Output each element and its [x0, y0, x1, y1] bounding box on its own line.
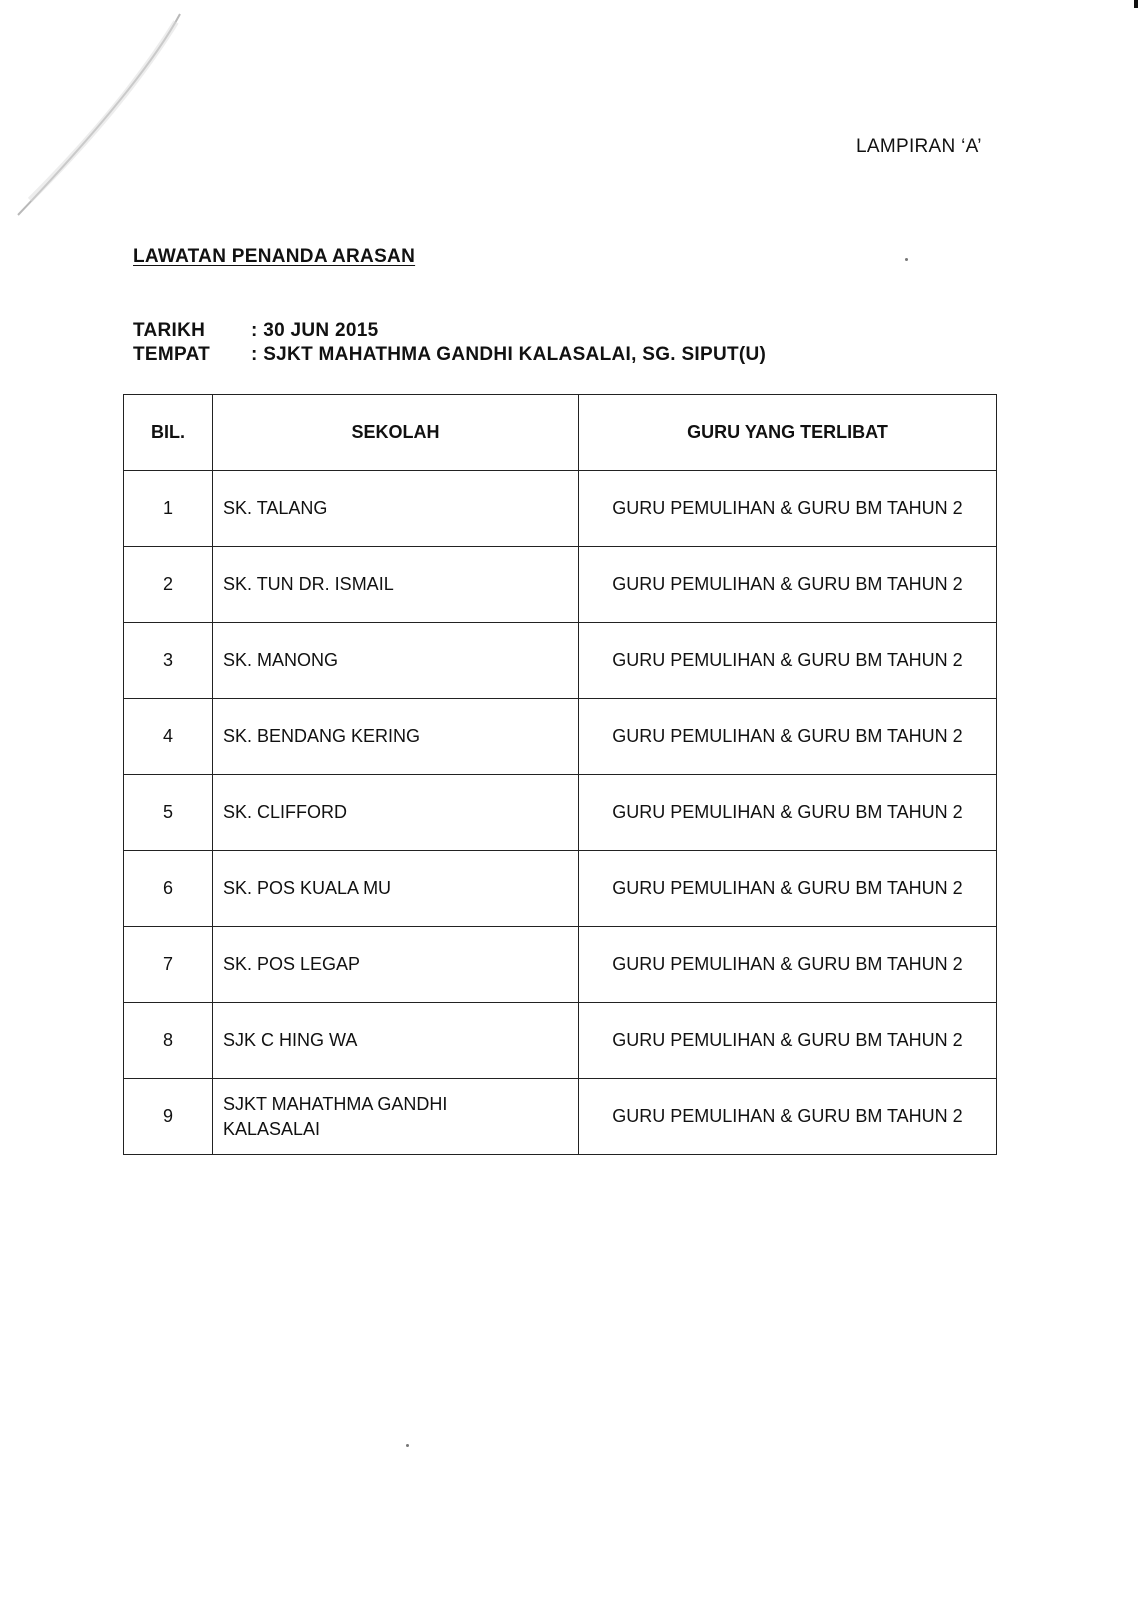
header-sekolah: SEKOLAH: [213, 395, 579, 471]
cell-bil: 2: [124, 547, 213, 623]
cell-guru: GURU PEMULIHAN & GURU BM TAHUN 2: [579, 1079, 997, 1155]
table-row: [124, 471, 997, 547]
meta-date-row: [133, 320, 378, 342]
table-row: [124, 1003, 997, 1079]
cell-sekolah: SK. BENDANG KERING: [213, 699, 579, 775]
meta-venue-row: [133, 344, 766, 366]
table-row: [124, 851, 997, 927]
cell-bil: 8: [124, 1003, 213, 1079]
cell-guru: GURU PEMULIHAN & GURU BM TAHUN 2: [579, 623, 997, 699]
table-row: [124, 547, 997, 623]
header-guru: GURU YANG TERLIBAT: [579, 395, 997, 471]
annex-label: LAMPIRAN ‘A’: [856, 136, 982, 157]
table-row: [124, 927, 997, 1003]
cell-guru: GURU PEMULIHAN & GURU BM TAHUN 2: [579, 547, 997, 623]
cell-guru: GURU PEMULIHAN & GURU BM TAHUN 2: [579, 927, 997, 1003]
scan-corner-mark: [1134, 0, 1138, 8]
cell-bil: 4: [124, 699, 213, 775]
meta-venue-key: TEMPAT: [133, 344, 211, 365]
document-title: LAWATAN PENANDA ARASAN: [133, 246, 416, 267]
cell-sekolah: SJKT MAHATHMA GANDHI KALASALAI: [213, 1079, 579, 1155]
cell-bil: 6: [124, 851, 213, 927]
cell-guru: GURU PEMULIHAN & GURU BM TAHUN 2: [579, 699, 997, 775]
meta-date-value: : 30 JUN 2015: [251, 320, 379, 341]
cell-bil: 5: [124, 775, 213, 851]
cell-bil: 7: [124, 927, 213, 1003]
cell-guru: GURU PEMULIHAN & GURU BM TAHUN 2: [579, 1003, 997, 1079]
table-header-row: [124, 395, 997, 471]
cell-sekolah: SJK C HING WA: [213, 1003, 579, 1079]
table-row: [124, 699, 997, 775]
cell-sekolah: SK. MANONG: [213, 623, 579, 699]
table-row: [124, 1079, 997, 1155]
cell-sekolah: SK. TALANG: [213, 471, 579, 547]
scan-speck: [905, 258, 908, 261]
cell-bil: 1: [124, 471, 213, 547]
scan-speck: [406, 1444, 409, 1447]
cell-guru: GURU PEMULIHAN & GURU BM TAHUN 2: [579, 471, 997, 547]
visits-table: [123, 394, 997, 1155]
scan-fold-mark: [0, 0, 200, 230]
cell-sekolah: SK. POS KUALA MU: [213, 851, 579, 927]
cell-sekolah: SK. CLIFFORD: [213, 775, 579, 851]
header-bil: BIL.: [124, 395, 213, 471]
cell-guru: GURU PEMULIHAN & GURU BM TAHUN 2: [579, 851, 997, 927]
cell-sekolah: SK. TUN DR. ISMAIL: [213, 547, 579, 623]
table-row: [124, 775, 997, 851]
table-row: [124, 623, 997, 699]
meta-date-key: TARIKH: [133, 320, 206, 341]
cell-sekolah: SK. POS LEGAP: [213, 927, 579, 1003]
cell-bil: 9: [124, 1079, 213, 1155]
cell-guru: GURU PEMULIHAN & GURU BM TAHUN 2: [579, 775, 997, 851]
cell-bil: 3: [124, 623, 213, 699]
meta-venue-value: : SJKT MAHATHMA GANDHI KALASALAI, SG. SIPUT(U): [251, 344, 767, 365]
